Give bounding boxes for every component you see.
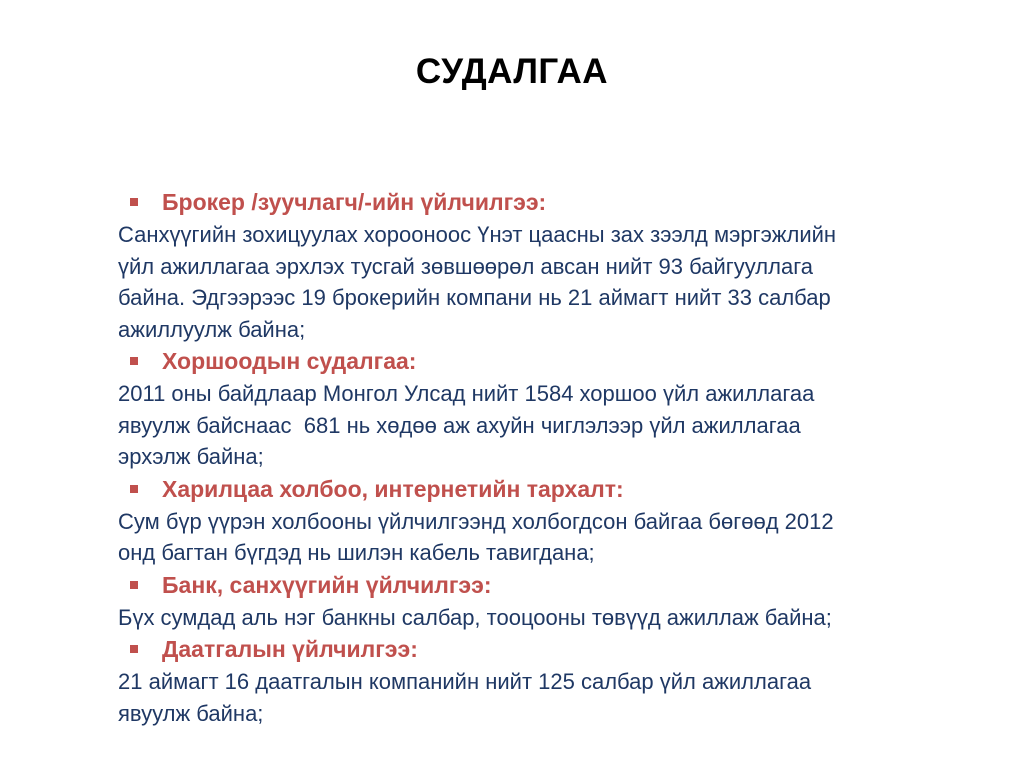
section-heading [118, 186, 978, 219]
body-line: Сум бүр үүрэн холбооны үйлчилгээнд холбогдсон байгаа бөгөөд 2012 [118, 508, 834, 534]
slide-content [118, 186, 978, 729]
section-telecom [118, 473, 978, 569]
body-line: явуулж байна; [118, 700, 264, 726]
body-line: онд багтан бүгдэд нь шилэн кабель тавигдана; [118, 540, 595, 565]
section-heading-text: Даатгалын үйлчилгээ: [162, 636, 418, 662]
body-line: 2011 оны байдлаар Монгол Улсад нийт 1584 хоршоо үйл ажиллагаа [118, 381, 815, 406]
body-line: эрхэлж байна; [118, 444, 264, 469]
square-bullet-icon [130, 198, 138, 206]
section-body [118, 219, 978, 345]
square-bullet-icon [130, 581, 138, 589]
section-heading-text: Брокер /зуучлагч/-ийн үйлчилгээ: [162, 189, 547, 215]
body-line: Санхүүгийн зохицуулах хорооноос Үнэт цаасны зах зээлд мэргэжлийн [118, 222, 837, 247]
square-bullet-icon [130, 645, 138, 653]
section-body [118, 666, 978, 729]
body-line: Бүх сумдад аль нэг банкны салбар, тооцооны төвүүд ажиллаж байна; [118, 604, 832, 630]
section-heading-text: Банк, санхүүгийн үйлчилгээ: [162, 571, 492, 598]
square-bullet-icon [130, 357, 138, 365]
section-heading [118, 569, 978, 602]
slide-title: СУДАЛГАА [415, 52, 609, 91]
section-body [118, 602, 978, 634]
body-line: ажиллуулж байна; [118, 316, 306, 342]
section-broker [118, 186, 978, 345]
body-line: үйл ажиллагаа эрхлэх тусгай зөвшөөрөл авсан нийт 93 байгууллага [118, 253, 813, 279]
section-insurance [118, 633, 978, 729]
section-body [118, 378, 978, 473]
body-line: явуулж байснаас 681 нь хөдөө аж ахуйн чиглэлээр үйл ажиллагаа [118, 412, 801, 438]
section-heading-text: Хоршоодын судалгаа: [162, 348, 417, 374]
body-line: байна. Эдгээрээс 19 брокерийн компани нь 21 аймагт нийт 33 салбар [118, 285, 831, 310]
body-line: 21 аймагт 16 даатгалын компанийн нийт 125 салбар үйл ажиллагаа [118, 669, 812, 694]
square-bullet-icon [130, 485, 138, 493]
section-heading [118, 473, 978, 506]
section-heading [118, 633, 978, 666]
section-heading-text: Харилцаа холбоо, интернетийн тархалт: [162, 475, 624, 502]
section-heading [118, 345, 978, 378]
section-cooperatives [118, 345, 978, 473]
section-body [118, 506, 978, 569]
section-banking [118, 569, 978, 634]
